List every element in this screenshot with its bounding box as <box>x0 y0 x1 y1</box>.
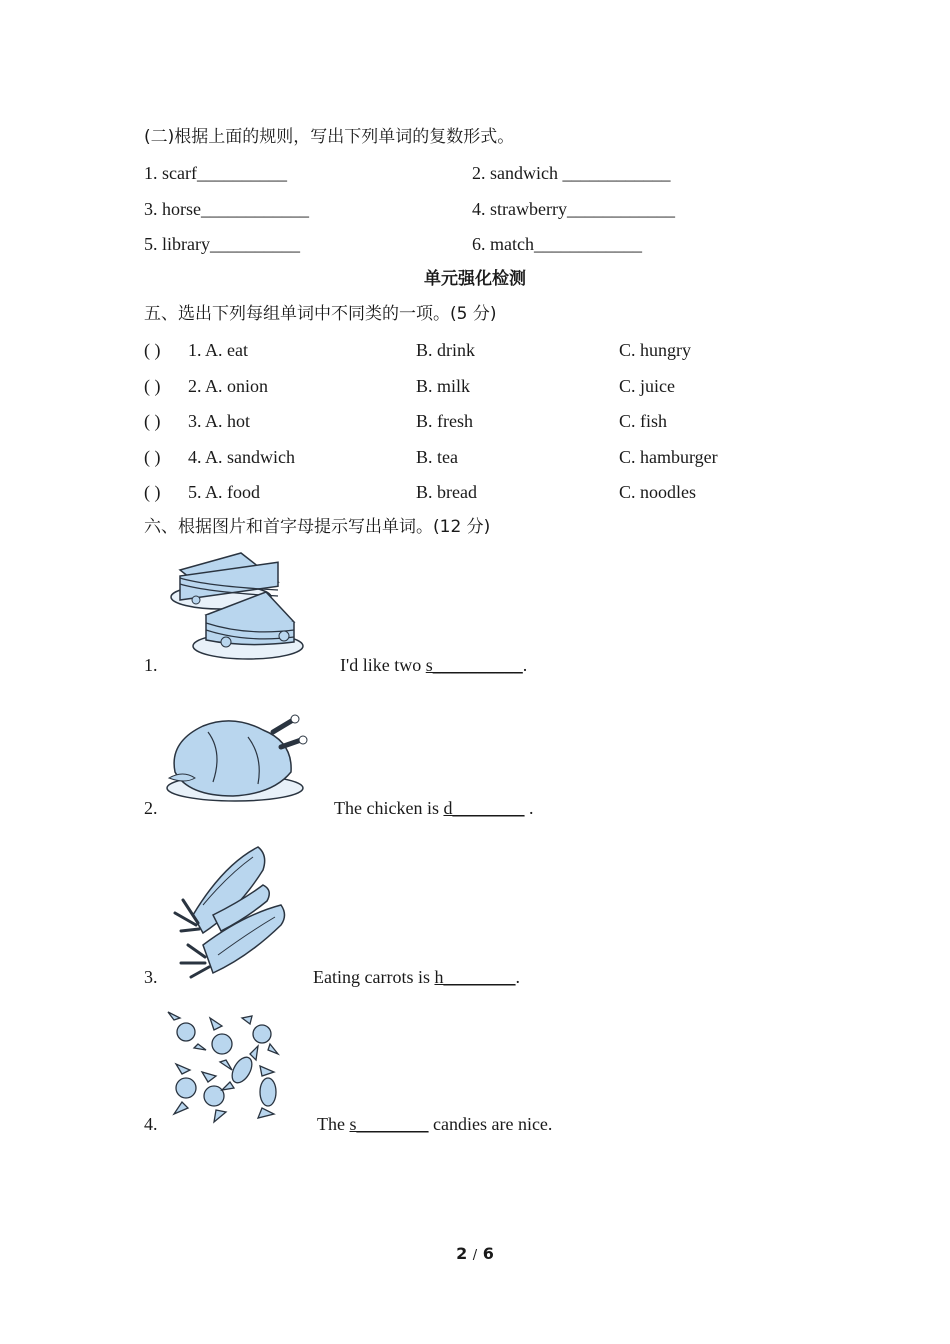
q1-number: 1. <box>144 655 158 675</box>
option-a: 4. A. sandwich <box>188 447 295 467</box>
q3-blank: h________ <box>434 967 516 987</box>
q3-text-before: Eating carrots is <box>313 967 435 987</box>
unit-title: 单元强化检测 <box>424 269 526 289</box>
q4-text-after: candies are nice. <box>428 1114 553 1134</box>
option-c: C. juice <box>619 376 675 396</box>
option-a: 2. A. onion <box>188 376 269 396</box>
option-b: B. bread <box>416 482 477 502</box>
answer-bracket: ( ) <box>144 447 161 467</box>
part6-heading: 六、根据图片和首字母提示写出单词。(12 分) <box>144 517 491 537</box>
q3-sentence <box>313 966 520 988</box>
option-b: B. drink <box>416 340 476 360</box>
option-b: B. fresh <box>416 411 473 431</box>
sandwich-image <box>166 550 311 665</box>
option-a: 3. A. hot <box>188 411 251 431</box>
q3-number: 3. <box>144 967 158 987</box>
q2-number: 2. <box>144 798 158 818</box>
roast-chicken-image <box>163 712 308 807</box>
answer-bracket: ( ) <box>144 340 161 360</box>
q1-text-before: I'd like two <box>340 655 426 675</box>
q4-sentence <box>317 1113 552 1135</box>
option-a: 1. A. eat <box>188 340 248 360</box>
answer-bracket: ( ) <box>144 376 161 396</box>
q1-sentence <box>340 654 527 676</box>
plural-item-4: 4. strawberry____________ <box>472 199 675 219</box>
q1-text-after: . <box>522 655 528 675</box>
plural-item-2: 2. sandwich ____________ <box>472 163 671 183</box>
option-a: 5. A. food <box>188 482 260 502</box>
q4-text-before: The <box>317 1114 350 1134</box>
total-pages: 6 <box>482 1244 494 1263</box>
option-c: C. fish <box>619 411 668 431</box>
q2-blank: d________ <box>443 798 525 818</box>
candies-image <box>164 1010 289 1125</box>
answer-bracket: ( ) <box>144 482 161 502</box>
option-c: C. hungry <box>619 340 691 360</box>
q3-text-after: . <box>515 967 520 987</box>
plural-item-1: 1. scarf__________ <box>144 163 287 183</box>
current-page: 2 <box>456 1244 468 1263</box>
section2-heading: (二)根据上面的规则，写出下列单词的复数形式。 <box>144 127 515 147</box>
q4-number: 4. <box>144 1114 158 1134</box>
plural-item-3: 3. horse____________ <box>144 199 309 219</box>
q4-blank: s________ <box>349 1114 429 1134</box>
part5-heading: 五、选出下列每组单词中不同类的一项。(5 分) <box>144 304 497 324</box>
q2-text-before: The chicken is <box>334 798 444 818</box>
q1-blank: s__________ <box>425 655 523 675</box>
answer-bracket: ( ) <box>144 411 161 431</box>
page-separator: / <box>472 1248 478 1263</box>
q2-text-after: . <box>524 798 534 818</box>
option-b: B. tea <box>416 447 458 467</box>
plural-item-6: 6. match____________ <box>472 234 642 254</box>
carrots-image <box>163 845 288 980</box>
option-c: C. noodles <box>619 482 697 502</box>
option-b: B. milk <box>416 376 471 396</box>
q2-sentence <box>334 797 533 819</box>
option-c: C. hamburger <box>619 447 718 467</box>
page-number <box>0 1243 950 1267</box>
plural-item-5: 5. library__________ <box>144 234 300 254</box>
